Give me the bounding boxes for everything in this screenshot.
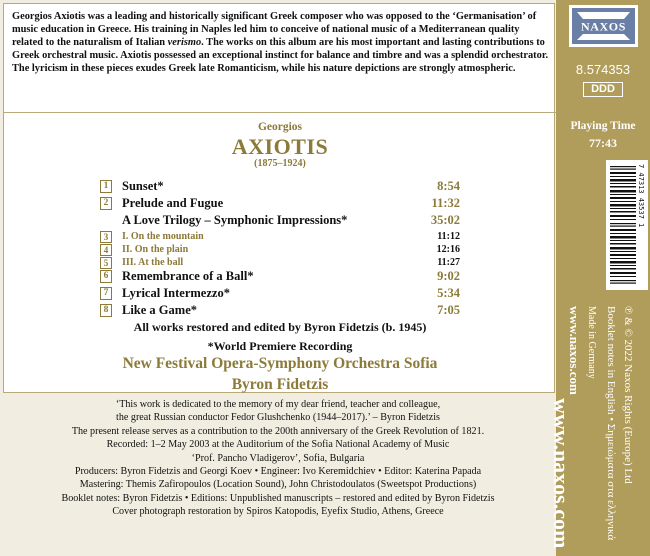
composer-dates: (1875–1924) [254, 158, 306, 169]
credit-line: Cover photograph restoration by Spiros Katopodis, Eyefix Studio, Athens, Greece [112, 506, 444, 518]
orchestra-name: New Festival Opera-Symphony Orchestra Sofia [122, 355, 438, 372]
restored-note: All works restored and edited by Byron Fidetzis (b. 1945) [133, 320, 427, 334]
conductor-name: Byron Fidetzis [231, 376, 329, 393]
track-number: 4 [100, 244, 112, 256]
track-title: Sunset* [122, 179, 164, 193]
movement-title: II. On the plain [122, 244, 189, 255]
credit-line: Booklet notes: Byron Fidetzis • Editions: Unpublished manuscripts – restored and edited by Byron Fidetzis [61, 492, 495, 504]
playing-time-label: Playing Time [570, 120, 636, 132]
track-title: Remembrance of a Ball* [122, 269, 254, 283]
credit-line: The present release serves as a contribution to the 200th anniversary of the Greek Revolution of 1821. [71, 425, 485, 437]
track-duration: 8:54 [437, 179, 460, 193]
premiere-note-text: *World Premiere Recording [207, 339, 353, 353]
track-number: 6 [100, 270, 112, 283]
divider [4, 112, 556, 113]
movement-duration: 11:12 [437, 231, 460, 242]
naxos-logo-icon [569, 5, 638, 47]
track-number: 8 [100, 304, 112, 317]
track-number: 5 [100, 257, 112, 269]
credit-line: Mastering: Themis Zafiropoulos (Location Sound), John Christodoulatos (Sweetspot Productions) [79, 479, 477, 491]
movement-duration: 11:27 [437, 257, 460, 268]
track-title: Prelude and Fugue [122, 196, 224, 210]
tracklist-box [3, 3, 555, 393]
website-link-small[interactable]: www.naxos.com [567, 306, 582, 395]
barcode-digits: 7 47313 43537 1 [637, 164, 645, 228]
track-title: Like a Game* [122, 303, 197, 317]
credit-line: ‘This work is dedicated to the memory of my dear friend, teacher and colleague, [115, 399, 441, 410]
track-row [100, 303, 460, 318]
intro-part2: . The works on this album are his most important and lasting contributions to Greek orchestral music. Axiotis possessed an exceptional instinct for balance and timbre and was a splendid orchestrator. The lyricism in these pieces exudes Greek late Romanticism, while his nature depictions are strongly atmospheric. [12, 37, 549, 75]
movement-row [100, 231, 460, 243]
credit-line: Recorded: 1–2 May 2003 at the Auditorium of the Sofia National Academy of Music [106, 439, 450, 451]
catalogue-number: 8.574353 [575, 62, 631, 77]
ddd-badge: DDD [583, 82, 623, 97]
track-duration: 11:32 [431, 196, 460, 210]
work-heading-row [100, 213, 460, 228]
intro-text [12, 10, 550, 75]
track-duration: 7:05 [437, 303, 460, 317]
work-title: A Love Trilogy – Symphonic Impressions* [122, 213, 348, 227]
movement-title: III. At the ball [122, 257, 184, 268]
composer-last-name: AXIOTIS [231, 134, 329, 159]
copyright-text: ℗ & © 2022 Naxos Rights (Europe) Ltd [622, 306, 634, 484]
playing-time-value: 77:43 [589, 136, 617, 150]
track-number: 7 [100, 287, 112, 300]
intro-part1: Georgios Axiotis was a leading and historically significant Greek composer who was opposed to the ‘Germanisation’ of music education in Greece. His training in Naples led him to conceive of national music of a Mediterranean quality related to the naturalism of Italian [12, 11, 537, 49]
credit-line: Producers: Byron Fidetzis and Georgi Koev • Engineer: Ivo Keremidchiev • Editor: Katerina Papada [74, 466, 482, 478]
credits-block [0, 398, 556, 519]
booklet-languages: Booklet notes in English • Σημειώματα στα ελληνικά [605, 306, 617, 541]
track-duration: 9:02 [437, 269, 460, 283]
intro-emphasis: verismo [167, 37, 202, 49]
credit-line: ‘Prof. Pancho Vladigerov’, Sofia, Bulgaria [191, 452, 365, 464]
svg-text:NAXOS: NAXOS [580, 19, 627, 34]
track-duration: 5:34 [437, 286, 460, 300]
track-title: Lyrical Intermezzo* [122, 286, 230, 300]
track-row [100, 286, 460, 301]
track-row [100, 196, 460, 211]
website-link-large[interactable]: www.naxos.com [549, 398, 574, 549]
credit-line: the great Russian conductor Fedor Glushchenko (1944–2017).’ – Byron Fidetzis [116, 412, 440, 424]
made-in-text: Made in Germany [586, 306, 597, 379]
composer-first-name: Georgios [257, 121, 303, 133]
premiere-note [4, 339, 556, 354]
work-duration: 35:02 [430, 213, 460, 227]
track-row [100, 179, 460, 194]
track-number: 3 [100, 231, 112, 243]
movement-row [100, 244, 460, 256]
movement-duration: 12:16 [436, 244, 460, 255]
track-number: 1 [100, 180, 112, 193]
barcode-icon [606, 160, 648, 290]
movement-row [100, 257, 460, 269]
track-number: 2 [100, 197, 112, 210]
track-row [100, 269, 460, 284]
movement-title: I. On the mountain [122, 231, 204, 242]
